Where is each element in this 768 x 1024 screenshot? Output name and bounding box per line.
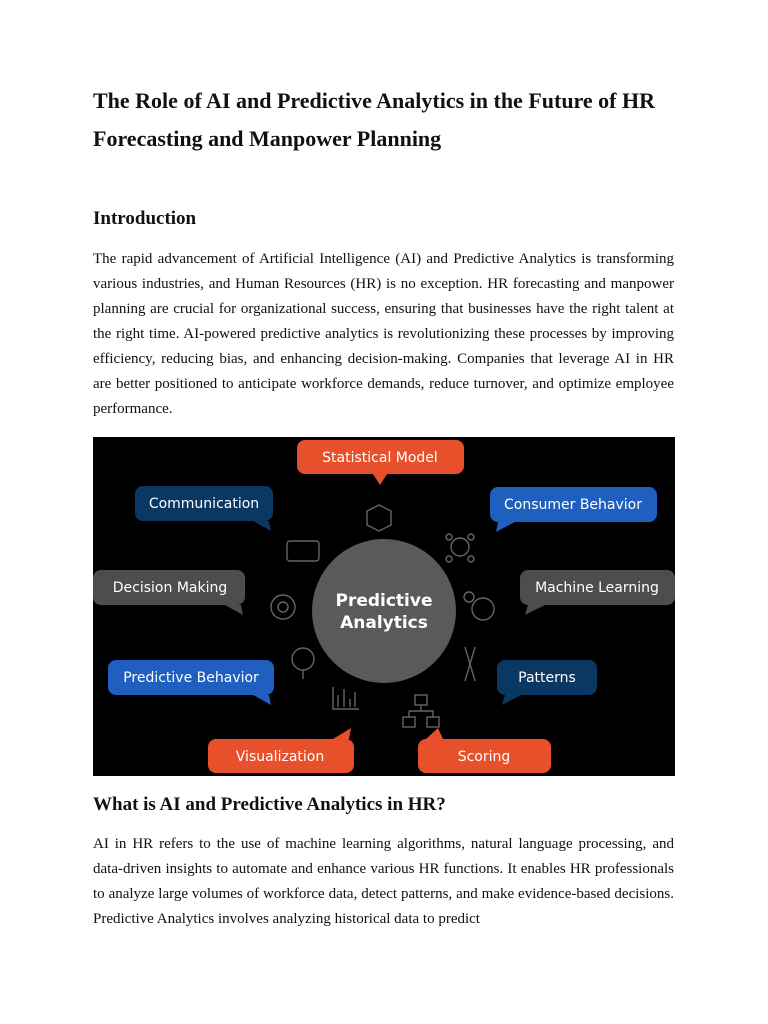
predictive-analytics-figure <box>93 437 675 776</box>
network-icon <box>446 534 474 562</box>
center-label-line1: Predictive <box>335 591 433 611</box>
center-label-line2: Analytics <box>340 613 428 633</box>
bar-chart-icon <box>333 687 359 709</box>
statistical-model-bubble <box>297 440 464 485</box>
consumer-behavior-bubble <box>490 487 657 532</box>
what-is-ai-paragraph: AI in HR refers to the use of machine learning algorithms, natural language processing, and data-driven insights to automate and enhance various HR functions. It enables HR professionals to analyze large volumes of workforce data, detect patterns, and make evidence-based decisions. Predictive Analytics involves analyzing historical data to predict <box>93 836 674 927</box>
tree-icon <box>292 648 314 679</box>
dna-icon <box>465 647 475 681</box>
gears-icon <box>464 592 494 620</box>
patterns-bubble <box>497 660 597 705</box>
machine-learning-bubble <box>520 570 675 615</box>
visualization-label: Visualization <box>235 749 325 765</box>
statistical-model-label: Statistical Model <box>322 450 438 466</box>
scoring-label: Scoring <box>457 749 511 765</box>
machine-learning-label: Machine Learning <box>535 580 659 596</box>
communication-label: Communication <box>148 496 260 512</box>
cube-icon <box>367 505 391 531</box>
page-title: The Role of AI and Predictive Analytics in the Future of HR Forecasting and Manpower Planning <box>93 88 656 151</box>
predictive-behavior-bubble <box>108 660 274 705</box>
patterns-label: Patterns <box>518 670 576 686</box>
scoring-bubble <box>418 728 551 773</box>
introduction-paragraph: The rapid advancement of Artificial Intelligence (AI) and Predictive Analytics is transforming various industries, and Human Resources (HR) is no exception. HR forecasting and manpower planning are crucial for organizational success, ensuring that businesses have the right talent at the right time. AI-powered predictive analytics is revolutionizing these processes by improving efficiency, reducing bias, and enhancing decision-making. Companies that leverage AI in HR are better positioned to anticipate workforce demands, reduce turnover, and optimize employee performance. <box>93 251 674 417</box>
what-is-ai-heading: What is AI and Predictive Analytics in HR? <box>93 794 446 815</box>
decision-making-bubble <box>93 570 245 615</box>
hierarchy-icon <box>403 695 439 727</box>
target-icon <box>271 595 295 619</box>
visualization-bubble <box>208 728 354 773</box>
decision-making-label: Decision Making <box>112 580 228 596</box>
chat-icon <box>287 541 319 561</box>
consumer-behavior-label: Consumer Behavior <box>503 497 643 513</box>
center-circle <box>312 539 456 683</box>
communication-bubble <box>135 486 273 531</box>
predictive-behavior-label: Predictive Behavior <box>123 670 259 686</box>
introduction-heading: Introduction <box>93 208 197 229</box>
